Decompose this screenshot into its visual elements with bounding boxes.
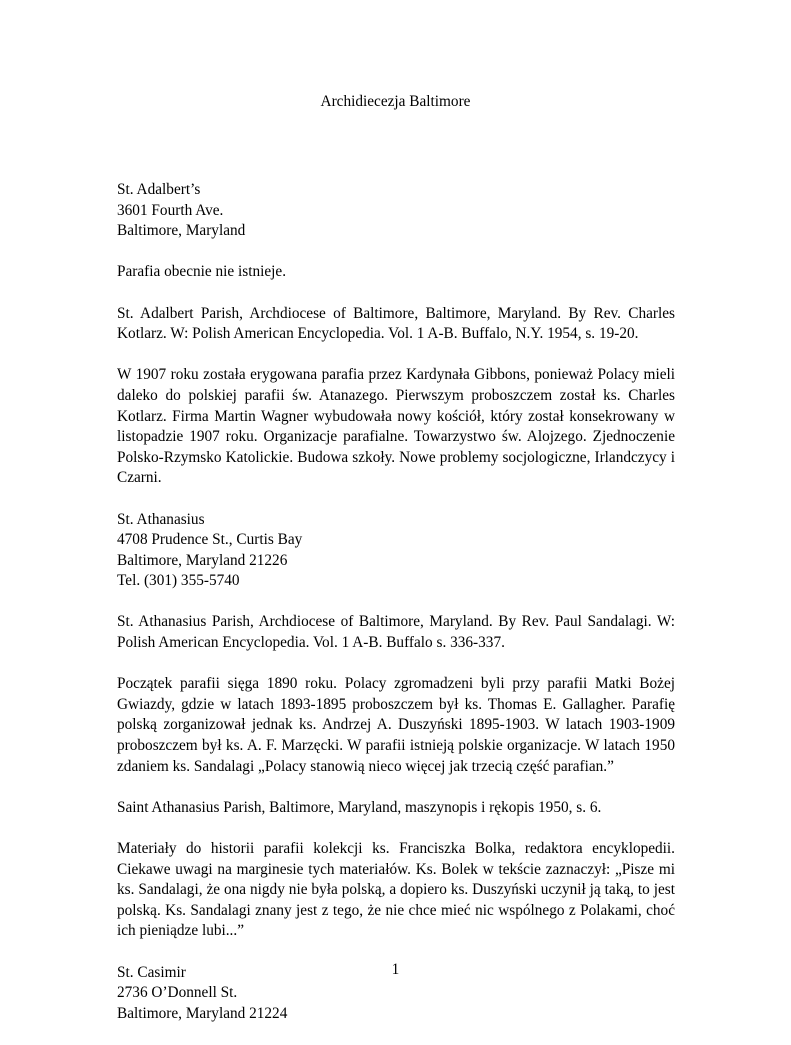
document-title: Archidiecezja Baltimore — [320, 93, 471, 110]
address-line: Baltimore, Maryland 21224 — [117, 1004, 288, 1022]
adalbert-history-paragraph: W 1907 roku została erygowana parafia przez Kardynała Gibbons, ponieważ Polacy mieli daleko do polskiej parafii św. Atanazego. Pierwszym proboszczem został ks. Charles Kotlarz. Firma Martin Wagner wybudowała nowy kościół, który został konsekrowany w listopadzie 1907 roku. Organizacje parafialne. Towarzystwo św. Alojzego. Zjednoczenie Polsko-Rzymsko Katolickie. Budowa szkoły. Nowe problemy socjologiczne, Irlandczycy i Czarni. — [117, 366, 675, 487]
address-line: St. Casimir — [117, 963, 186, 981]
address-line: St. Athanasius — [117, 510, 205, 528]
athanasius-manuscript-paragraph: Saint Athanasius Parish, Baltimore, Maryland, maszynopis i rękopis 1950, s. 6. — [117, 798, 602, 816]
address-line: Baltimore, Maryland — [117, 222, 246, 240]
athanasius-address-block — [117, 510, 675, 592]
address-line: St. Adalbert’s — [117, 181, 201, 198]
address-line: 4708 Prudence St., Curtis Bay — [117, 531, 303, 549]
document-body — [117, 180, 675, 1045]
phone-line: Tel. (301) 355-5740 — [117, 572, 240, 590]
address-line: 2736 O’Donnell St. — [117, 984, 238, 1002]
address-line: Baltimore, Maryland 21226 — [117, 551, 288, 569]
adalbert-status-paragraph: Parafia obecnie nie istnieje. — [117, 263, 287, 281]
adalbert-address-block — [117, 180, 675, 242]
athanasius-materials-paragraph: Materiały do historii parafii kolekcji ks. Franciszka Bolka, redaktora encyklopedii. Ciekawe uwagi na marginesie tych materiałów. Ks. Bolek w tekście zaznaczył: „Pisze mi ks. Sandalagi, że ona nigdy nie była polską, a dopiero ks. Duszyński uczynił ją taką, to jest polską. Ks. Sandalagi znany jest z tego, że nie chce mieć nic wspólnego z Polakami, choć ich pieniądze lubi...” — [117, 840, 675, 940]
athanasius-history-paragraph: Początek parafii sięga 1890 roku. Polacy zgromadzeni byli przy parafii Matki Bożej Gwiazdy, gdzie w latach 1893-1895 proboszczem był ks. Thomas E. Gallagher. Parafię polską zorganizował jednak ks. Andrzej A. Duszyński 1895-1903. W latach 1903-1909 proboszczem był ks. A. F. Marzęcki. W parafii istnieją polskie organizacje. W latach 1950 zdaniem ks. Sandalagi „Polacy stanowią nieco więcej jak trzecią część parafian.” — [117, 675, 675, 775]
page-number: 1 — [391, 961, 400, 978]
adalbert-source-paragraph: St. Adalbert Parish, Archdiocese of Baltimore, Baltimore, Maryland. By Rev. Charles Kotlarz. W: Polish American Encyclopedia. Vol. 1 A-B. Buffalo, N.Y. 1954, s. 19-20. — [117, 304, 675, 343]
athanasius-source-paragraph: St. Athanasius Parish, Archdiocese of Baltimore, Maryland. By Rev. Paul Sandalagi. W: Polish American Encyclopedia. Vol. 1 A-B. Buffalo s. 336-337. — [117, 613, 675, 652]
address-line: 3601 Fourth Ave. — [117, 201, 224, 219]
